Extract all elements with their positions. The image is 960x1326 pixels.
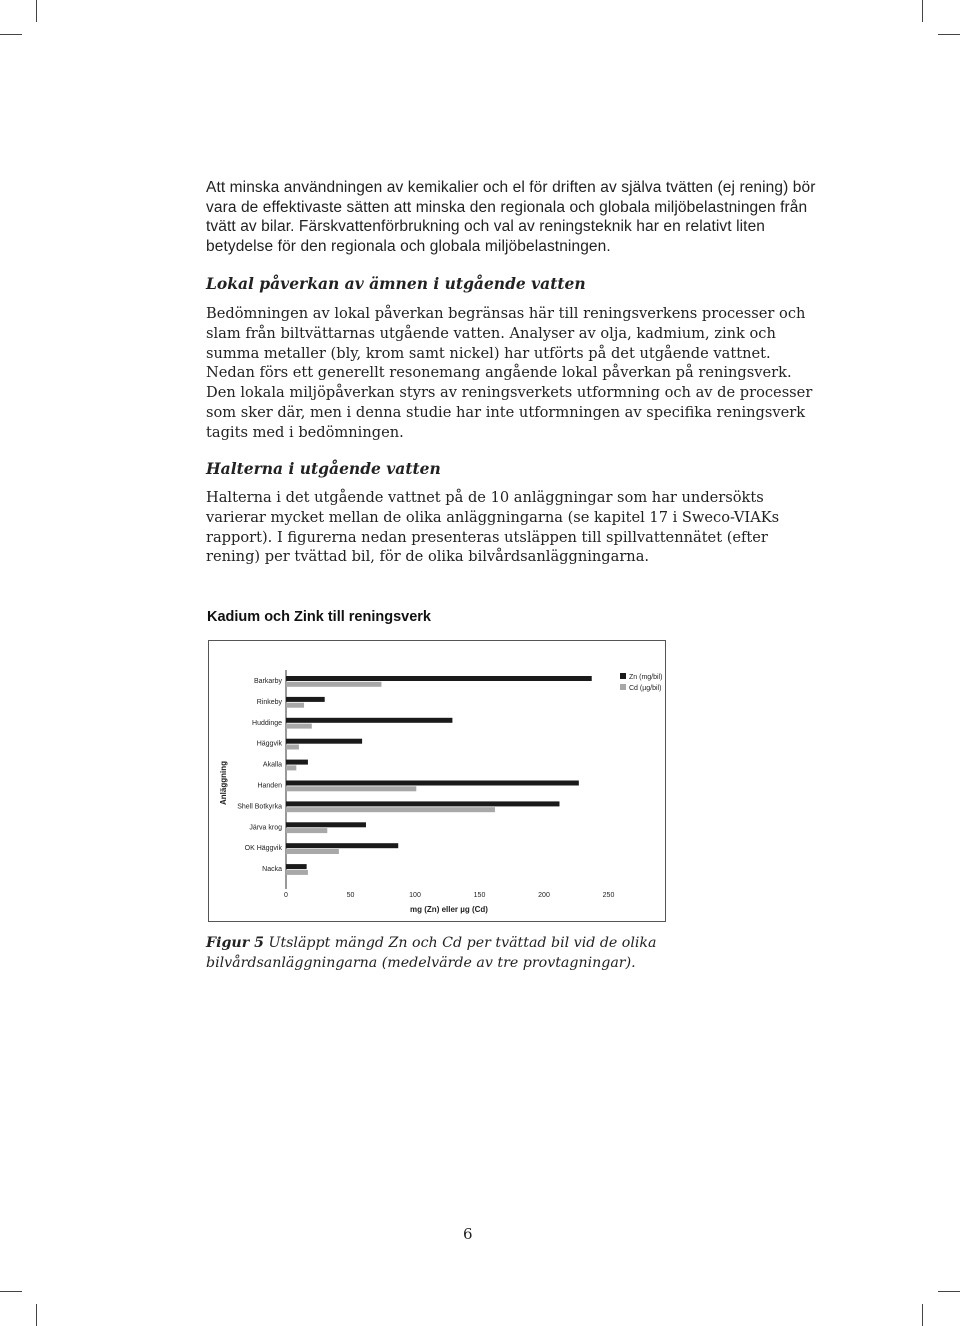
page-number: 6: [463, 1225, 473, 1243]
x-tick-label: 0: [284, 892, 288, 899]
caption-label: Figur 5: [206, 935, 264, 951]
bar-zn: [286, 760, 308, 765]
bar-zn: [286, 822, 366, 827]
x-tick-label: 150: [473, 892, 486, 899]
y-tick-label: OK Häggvik: [244, 845, 282, 853]
x-tick-label: 250: [602, 892, 615, 899]
y-tick-label: Nacka: [262, 866, 282, 874]
bar-cd: [286, 682, 381, 687]
legend-swatch: [620, 684, 626, 690]
y-tick-label: Barkarby: [253, 678, 282, 685]
y-tick-label: Akalla: [262, 761, 282, 769]
bar-zn: [286, 676, 592, 681]
crop-mark: [36, 0, 37, 22]
x-axis-label: mg (Zn) eller µg (Cd): [410, 905, 488, 914]
bar-zn: [286, 781, 579, 786]
y-axis-label: Anläggning: [219, 761, 228, 805]
crop-mark: [938, 34, 960, 35]
crop-mark: [922, 0, 923, 22]
bar-cd: [286, 870, 308, 875]
bar-cd: [286, 786, 416, 791]
crop-mark: [0, 1291, 22, 1292]
y-tick-label: Järva krog: [249, 824, 282, 832]
chart-title: Kadium och Zink till reningsverk: [207, 609, 431, 625]
crop-mark: [36, 1304, 37, 1326]
bar-cd: [286, 849, 339, 854]
bar-cd: [286, 724, 312, 729]
local-impact-paragraph: Bedömningen av lokal påverkan begränsas här till reningsverkens processer och slam från biltvättarnas utgående vatten. Analyser av olja, kadmium, zink och summa metaller (bly, krom samt nickel) har utförts på det utgående vattnet. Nedan förs ett generellt resonemang angående lokal påverkan på reningsverk. Den lokala miljöpåverkan styrs av reningsverkets utformning och av de processer som sker där, men i denna studie har inte utformningen av specifika reningsverk tagits med i bedömningen.: [206, 305, 813, 441]
bar-zn: [286, 739, 362, 744]
y-tick-label: Häggvik: [256, 740, 282, 748]
crop-mark: [0, 34, 22, 35]
bar-cd: [286, 807, 495, 812]
y-tick-label: Handen: [257, 782, 282, 790]
y-tick-label: Shell Botkyrka: [237, 803, 282, 811]
y-tick-label: Huddinge: [252, 719, 282, 727]
crop-mark: [922, 1304, 923, 1326]
x-tick-label: 100: [409, 892, 421, 899]
bar-zn: [286, 864, 307, 869]
bar-chart: [209, 641, 665, 921]
bar-zn: [286, 843, 398, 848]
bar-cd: [286, 703, 304, 708]
crop-mark: [938, 1291, 960, 1292]
caption-text: Utsläppt mängd Zn och Cd per tvättad bil vid de olika bilvårdsanläggningarna (medelvärde av tre provtagningar).: [206, 935, 657, 971]
figure-caption: [206, 934, 726, 973]
bar-zn: [286, 801, 559, 806]
intro-paragraph: Att minska användningen av kemikalier och el för driften av själva tvätten (ej rening) bör vara de effektivaste sätten att minska den regionala och globala miljöbelastningen från tvätt av bilar. Färskvattenförbrukning och val av reningsteknik har en relativt liten betydelse för den regionala och globala miljöbelastningen.: [206, 179, 816, 256]
y-tick-label: Rinkeby: [256, 698, 282, 706]
x-tick-label: 200: [538, 892, 550, 899]
bar-cd: [286, 745, 299, 750]
bar-cd: [286, 828, 327, 833]
legend-entry: Zn (mg/bil): [629, 674, 663, 681]
section-heading-local-impact: Lokal påverkan av ämnen i utgående vatten: [206, 274, 586, 293]
legend-entry: Cd (µg/bil): [629, 685, 662, 692]
levels-paragraph: Halterna i det utgående vattnet på de 10 anläggningar som har undersökts varierar mycket mellan de olika anläggningarna (se kapitel 17 i Sweco-VIAKs rapport). I figurerna nedan presenteras utsläppen till spillvattennätet (efter rening) per tvättad bil, för de olika bilvårdsanläggningarna.: [206, 489, 780, 566]
bar-zn: [286, 697, 325, 702]
chart-frame: [208, 640, 666, 922]
legend-swatch: [620, 673, 626, 679]
bar-zn: [286, 718, 452, 723]
x-tick-label: 50: [346, 892, 355, 899]
section-heading-levels: Halterna i utgående vatten: [206, 459, 441, 478]
bar-cd: [286, 765, 296, 770]
